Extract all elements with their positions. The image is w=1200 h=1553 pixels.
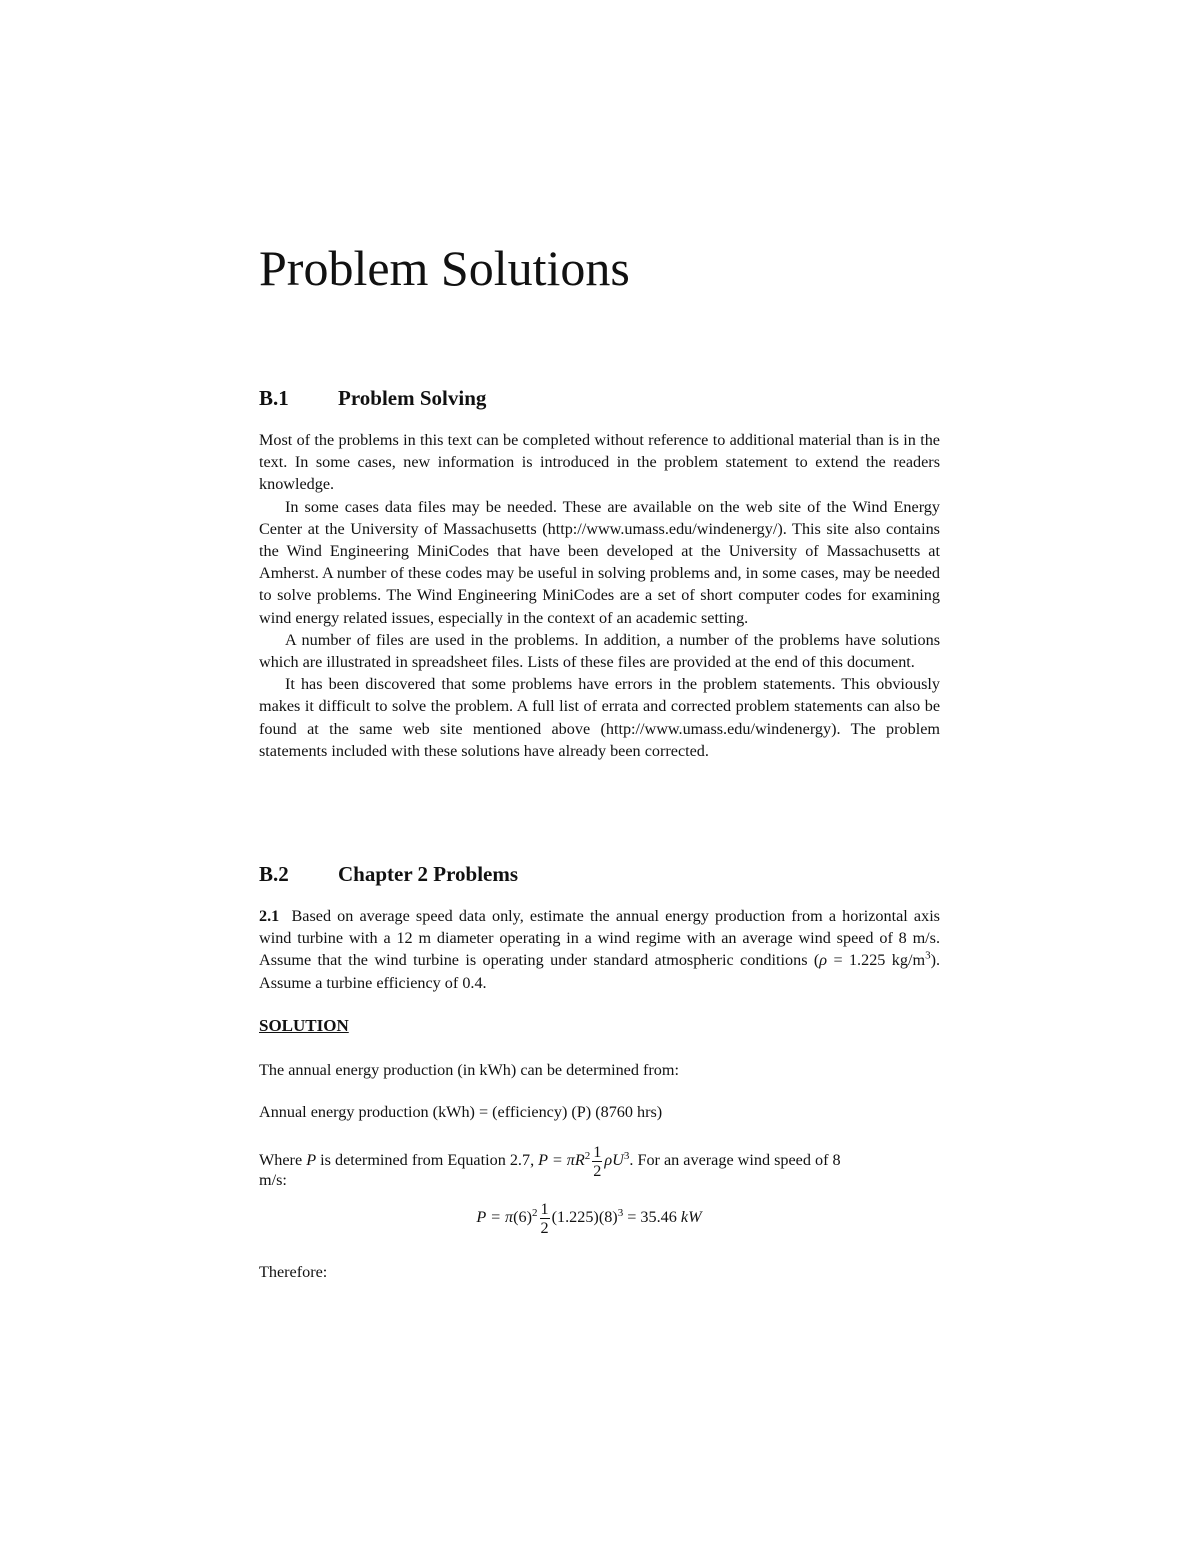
paragraph: It has been discovered that some problems have errors in the problem statements. This obviously makes it difficult to solve the problem. A full list of errata and corrected problem statements can also be found at the same web site mentioned above (http://www.umass.edu/windenergy). The problem statements included with these solutions have already been corrected. [259,675,940,760]
section-title: Chapter 2 Problems [338,862,519,886]
section-title: Problem Solving [338,386,487,410]
page-title: Problem Solutions [259,240,630,296]
section-heading-b2 [259,861,518,887]
formula-line: Where P is determined from Equation 2.7, $P = \pi R^2$ $\frac{1}{2}$ $\rho U^3$. For an average wind speed of 8 [259,1143,841,1180]
solution-line: The annual energy production (in kWh) can be determined from: [259,1061,679,1079]
section-number: B.2 [259,862,289,886]
formula-lhs: P = πR [538,1151,585,1170]
section-heading-b1 [259,385,486,411]
paragraph: In some cases data files may be needed. These are available on the web site of the Wind Energy Center at the University of Massachusetts (http://www.umass.edu/windenergy/). This site also contains the Wind Engineering MiniCodes that have been developed at the University of Massachusetts at Amherst. A number of these codes may be useful in solving problems and, in some cases, may be needed to solve problems. The Wind Engineering MiniCodes are a set of short computer codes for examining wind energy related issues, especially in the context of an academic setting. [259,497,940,627]
paragraph: Most of the problems in this text can be completed without reference to additional material than is in the text. In some cases, new information is introduced in the problem statement to extend the readers knowledge. [259,431,940,494]
problem-statement: 2.1 Based on average speed data only, estimate the annual energy production from a horizontal axis wind turbine with a 12 m diameter operating in a wind regime with an average wind speed of 8 m/s. Assume that the wind turbine is operating under standard atmospheric conditions (ρ = 1.225 $kg/m^3$). Assume a turbine efficiency of 0.4. [259,907,940,992]
solution-line: Therefore: [259,1263,328,1281]
solution-heading: SOLUTION [259,1016,349,1035]
section-b1-body [259,429,940,762]
section-number: B.1 [259,386,289,410]
paragraph: A number of files are used in the problems. In addition, a number of the problems have solutions which are illustrated in spreadsheet files. Lists of these files are provided at the end of this document. [259,630,940,672]
solution-line: m/s: [259,1171,287,1189]
equation: $P = \pi(6)^2$ $\frac{1}{2}$ $(1.225)(8)^3 = 35.46$ kW [476,1200,702,1237]
problem-number: 2.1 [259,907,280,925]
solution-line: Annual energy production (kWh) = (efficiency) (P) (8760 hrs) [259,1103,663,1121]
fraction: $\frac{1}{2}$ [540,1200,549,1237]
fraction: $\frac{1}{2}$ [593,1143,602,1180]
problem-2-1 [259,905,940,994]
